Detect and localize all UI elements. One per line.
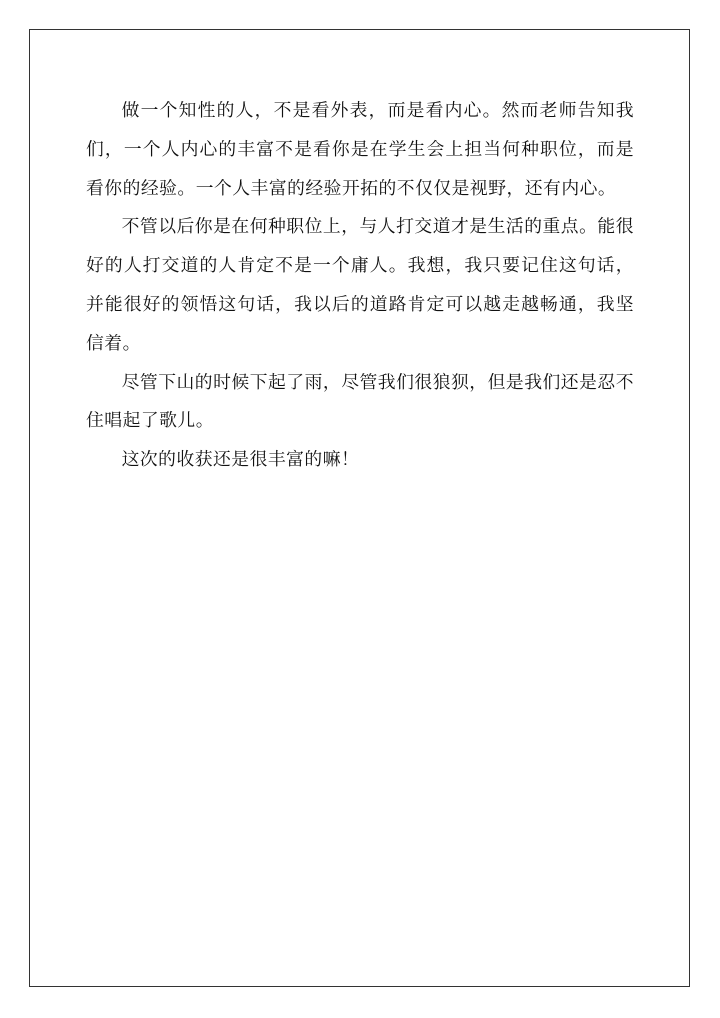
- paragraph-3: 尽管下山的时候下起了雨，尽管我们很狼狈，但是我们还是忍不住唱起了歌儿。: [86, 371, 634, 432]
- document-body: [86, 92, 634, 480]
- paragraph-4: 这次的收获还是很丰富的嘛！: [121, 449, 360, 471]
- paragraph-2: 不管以后你是在何种职位上，与人打交道才是生活的重点。能很好的人打交道的人肯定不是一个庸人。我想，我只要记住这句话，并能很好的领悟这句话，我以后的道路肯定可以越走越畅通，我坚信着。: [86, 216, 634, 354]
- paragraph-1: 做一个知性的人，不是看外表，而是看内心。然而老师告知我们，一个人内心的丰富不是看你是在学生会上担当何种职位，而是看你的经验。一个人丰富的经验开拓的不仅仅是视野，还有内心。: [86, 100, 634, 199]
